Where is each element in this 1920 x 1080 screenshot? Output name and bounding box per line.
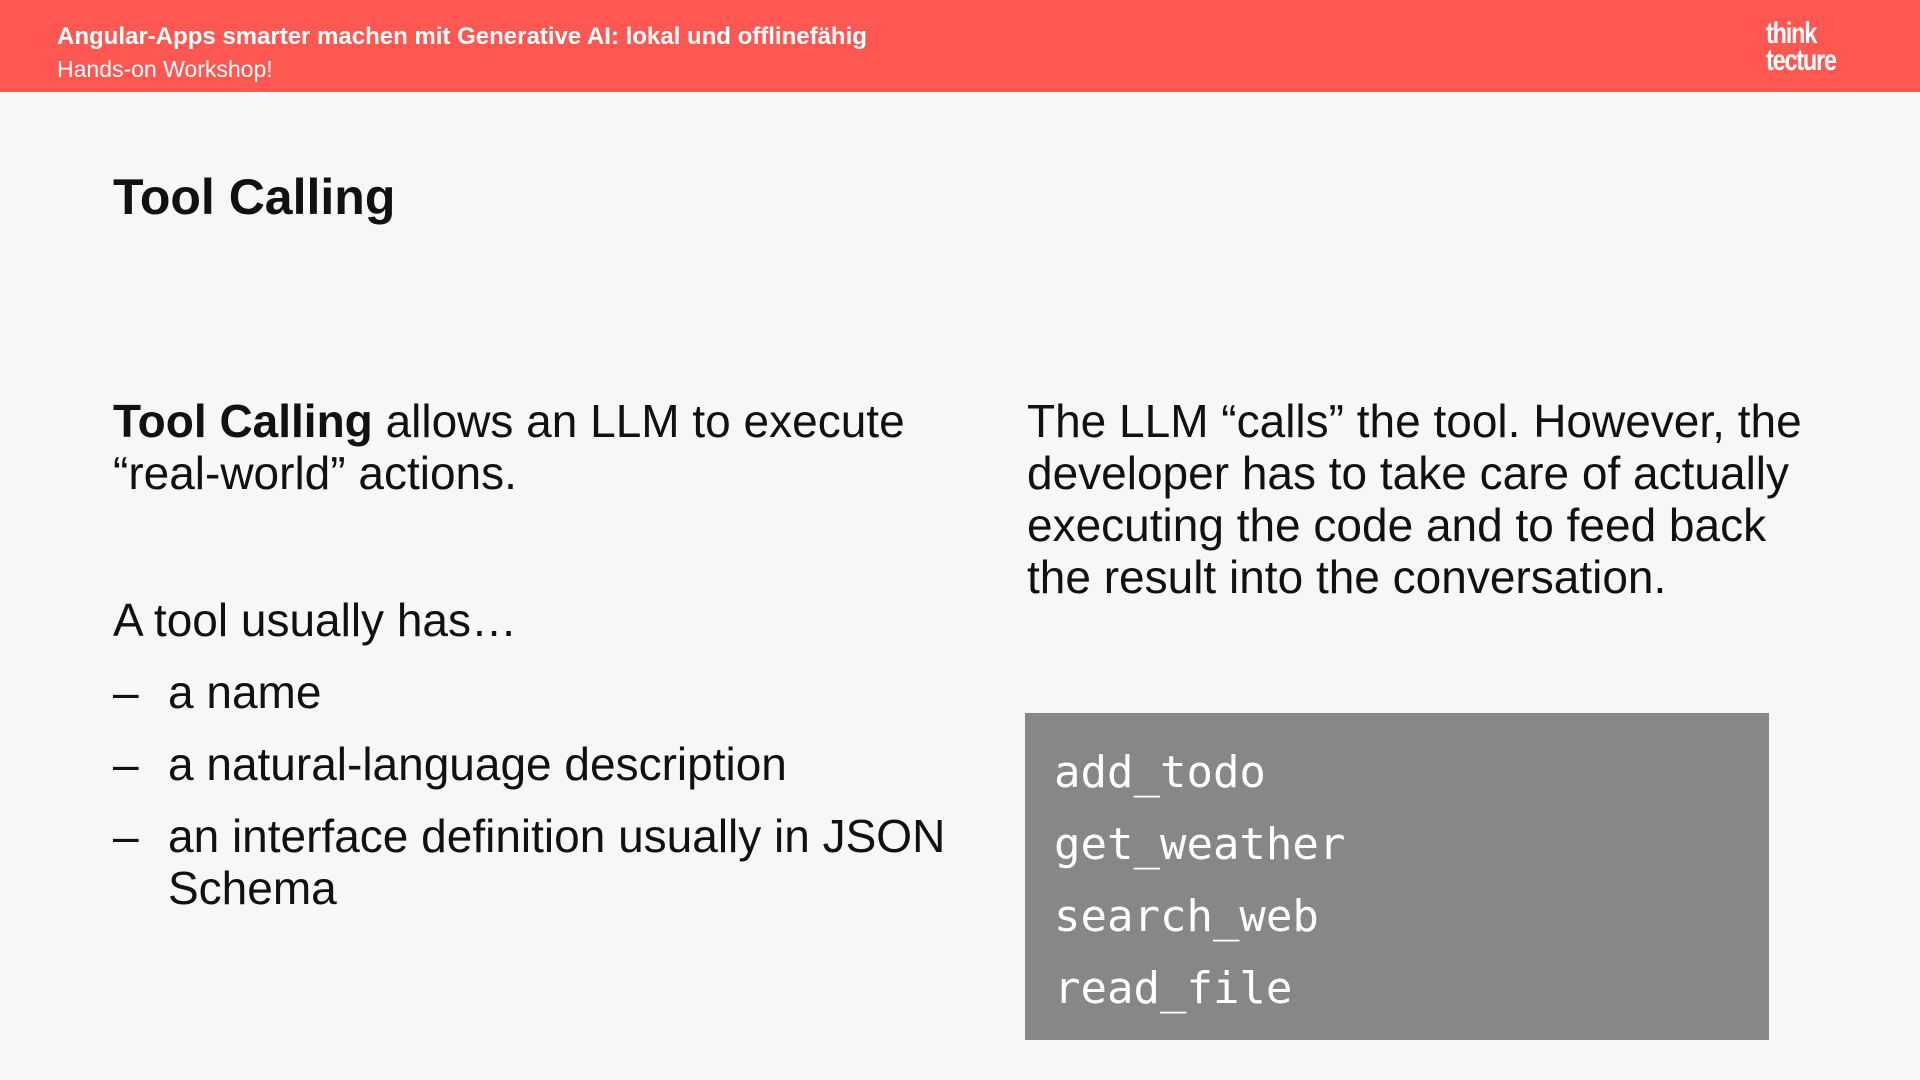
explanation-paragraph: The LLM “calls” the tool. However, the developer has to take care of actually executing the code and to feed back the result into the conversation. xyxy=(1027,395,1802,603)
code-line: search_web xyxy=(1054,891,1319,942)
dash-marker: – xyxy=(113,666,139,718)
list-item-text: an interface definition usually in JSON Schema xyxy=(168,810,946,914)
right-column xyxy=(1027,395,1827,603)
list-item-text: a natural-language description xyxy=(168,738,787,790)
presentation-title: Angular-Apps smarter machen mit Generative AI: lokal und offlinefähig xyxy=(57,23,867,50)
presentation-subtitle: Hands-on Workshop! xyxy=(57,56,273,82)
dash-marker: – xyxy=(113,738,139,790)
intro-paragraph xyxy=(113,395,953,499)
logo-line-1: think xyxy=(1766,17,1817,50)
logo-line-2: tecture xyxy=(1766,44,1836,77)
list-item-text: a name xyxy=(168,666,322,718)
thinktecture-logo xyxy=(1766,17,1836,77)
code-line: add_todo xyxy=(1054,747,1266,798)
code-line: read_file xyxy=(1054,963,1293,1014)
list-item xyxy=(113,666,953,718)
list-item xyxy=(113,738,953,790)
slide-title: Tool Calling xyxy=(113,169,396,225)
list-item xyxy=(113,810,953,914)
tool-names-code-block xyxy=(1025,713,1769,1040)
left-column xyxy=(113,395,953,934)
dash-marker: – xyxy=(113,810,139,862)
tool-properties-list xyxy=(113,666,953,914)
header-bar xyxy=(0,0,1920,92)
code-line: get_weather xyxy=(1054,819,1346,870)
tool-lead-text: A tool usually has… xyxy=(113,594,518,646)
intro-bold-term: Tool Calling xyxy=(113,395,373,447)
intro-text: allows an LLM to execute “real-world” actions. xyxy=(113,395,905,499)
